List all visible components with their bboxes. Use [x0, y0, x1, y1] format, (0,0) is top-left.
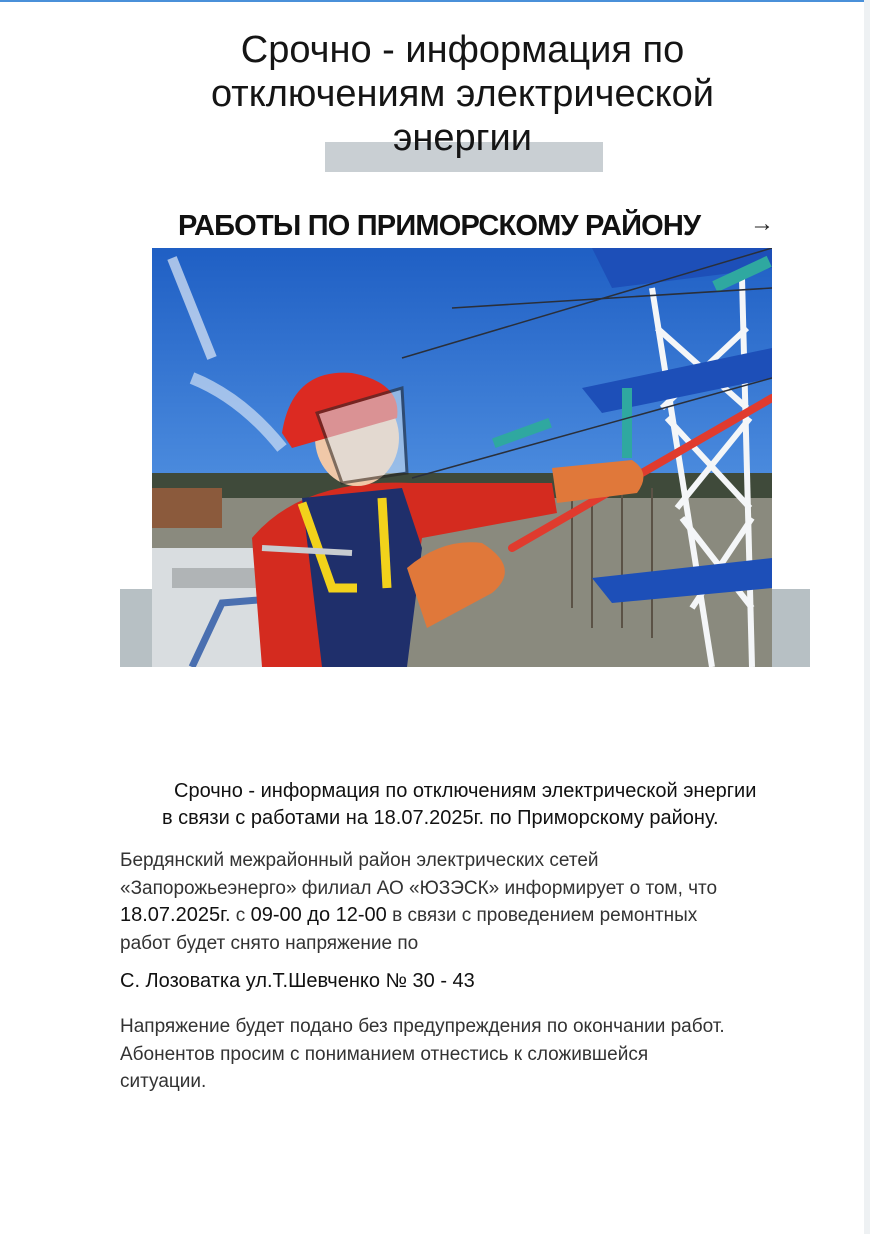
paragraph-text: в связи с проведением ремонтных: [386, 905, 698, 926]
outage-address: С. Лозоватка ул.Т.Шевченко № 30 - 43: [120, 970, 475, 992]
paragraph-line: Бердянский межрайонный район электрических сетей: [120, 850, 599, 871]
title-line-2: отключениям электрической: [210, 73, 715, 115]
page-title: [150, 28, 775, 160]
page-edge: [864, 0, 870, 1234]
paragraph-line: ситуации.: [120, 1071, 207, 1092]
lineman-illustration: [152, 248, 772, 667]
paragraph-line: «Запорожьеэнерго» филиал АО «ЮЗЭСК» информирует о том, что: [120, 877, 718, 899]
paragraph-line: [120, 902, 820, 930]
notice-paragraph: [120, 847, 820, 957]
subhead-line-2: в связи с работами на 18.07.2025г. по Приморскому району.: [162, 807, 719, 829]
section-heading: РАБОТЫ ПО ПРИМОРСКОМУ РАЙОНУ: [178, 210, 701, 242]
paragraph-line: Напряжение будет подано без предупреждения по окончании работ.: [120, 1016, 725, 1037]
lineman-photo: [152, 248, 772, 667]
date-connector: с: [230, 905, 251, 926]
closing-paragraph: [120, 1013, 820, 1096]
top-accent-line: [0, 0, 870, 2]
title-line-3: энергии: [393, 117, 532, 159]
notice-subhead: [120, 778, 820, 832]
title-line-1: Срочно - информация по: [240, 29, 685, 71]
paragraph-line: работ будет снято напряжение по: [120, 932, 419, 954]
paragraph-line: Абонентов просим с пониманием отнестись к сложившейся: [120, 1043, 649, 1065]
outage-time: 09-00 до 12-00: [250, 904, 387, 926]
arrow-right-icon[interactable]: →: [750, 210, 774, 237]
outage-date: 18.07.2025г.: [120, 904, 231, 926]
subhead-line-1: Срочно - информация по отключениям электрической энергии: [174, 780, 757, 802]
